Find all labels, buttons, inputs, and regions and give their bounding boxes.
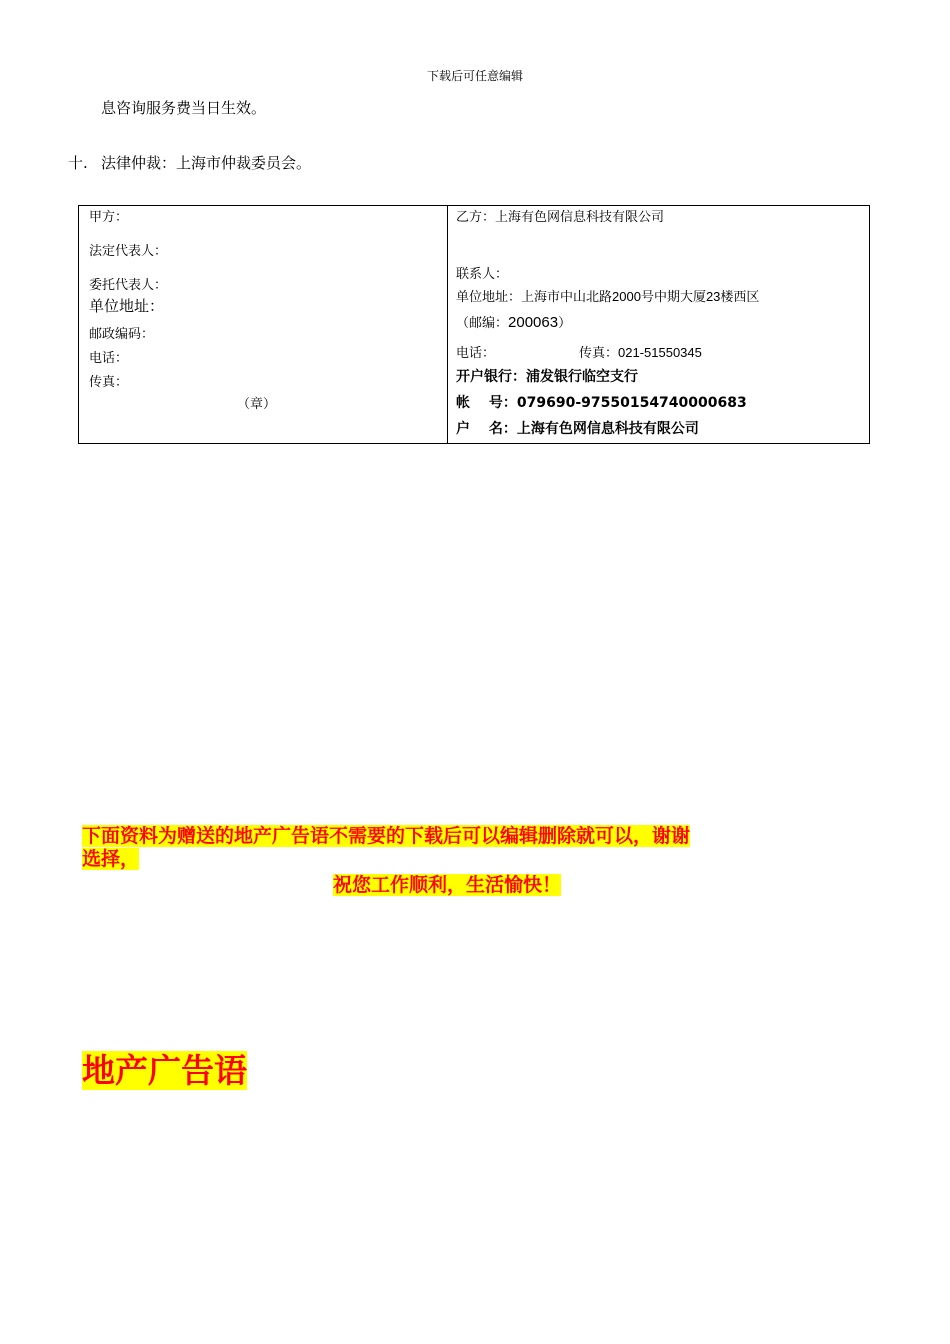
party-b-fax: 传真：021-51550345 [579, 345, 702, 361]
promo-notice-line1: 下面资料为赠送的地产广告语不需要的下载后可以编辑删除就可以，谢谢 [82, 825, 691, 847]
clause-text: 法律仲裁：上海市仲裁委员会。 [101, 154, 312, 172]
party-b-zip: （邮编：200063） [456, 314, 572, 331]
party-b-bank: 开户银行：浦发银行临空支行 [456, 369, 638, 385]
promo-notice [82, 825, 690, 871]
party-b-phone: 电话： [456, 346, 496, 361]
clause-number: 十. [68, 154, 88, 172]
party-a-postcode: 邮政编码： [89, 327, 155, 342]
table-divider [447, 206, 448, 443]
page-header: 下载后可任意编辑 [426, 69, 523, 83]
clause-arbitration [68, 152, 311, 173]
party-a-phone: 电话： [89, 351, 129, 366]
party-b-address: 单位地址：上海市中山北路2000号中期大厦23楼西区 [456, 289, 760, 305]
party-b-contact: 联系人： [456, 267, 509, 282]
party-b-title: 乙方：上海有色网信息科技有限公司 [456, 210, 665, 225]
party-b-account-name: 户 名：上海有色网信息科技有限公司 [456, 421, 699, 437]
party-a-legal-rep: 法定代表人： [89, 244, 168, 259]
promo-notice-line2: 选择， [82, 848, 140, 870]
party-a-address: 单位地址： [89, 297, 165, 315]
promo-heading: 地产广告语 [82, 1051, 247, 1090]
party-b-account: 帐 号：079690-97550154740000683 [456, 395, 747, 411]
party-a-seal: （章） [237, 397, 277, 412]
party-a-fax: 传真： [89, 375, 129, 390]
promo-wish: 祝您工作顺利，生活愉快！ [333, 874, 562, 896]
paragraph-continuation: 息咨询服务费当日生效。 [101, 99, 267, 117]
party-a-agent: 委托代表人： [89, 278, 168, 293]
party-a-title: 甲方： [89, 210, 129, 225]
signature-table [78, 205, 870, 444]
